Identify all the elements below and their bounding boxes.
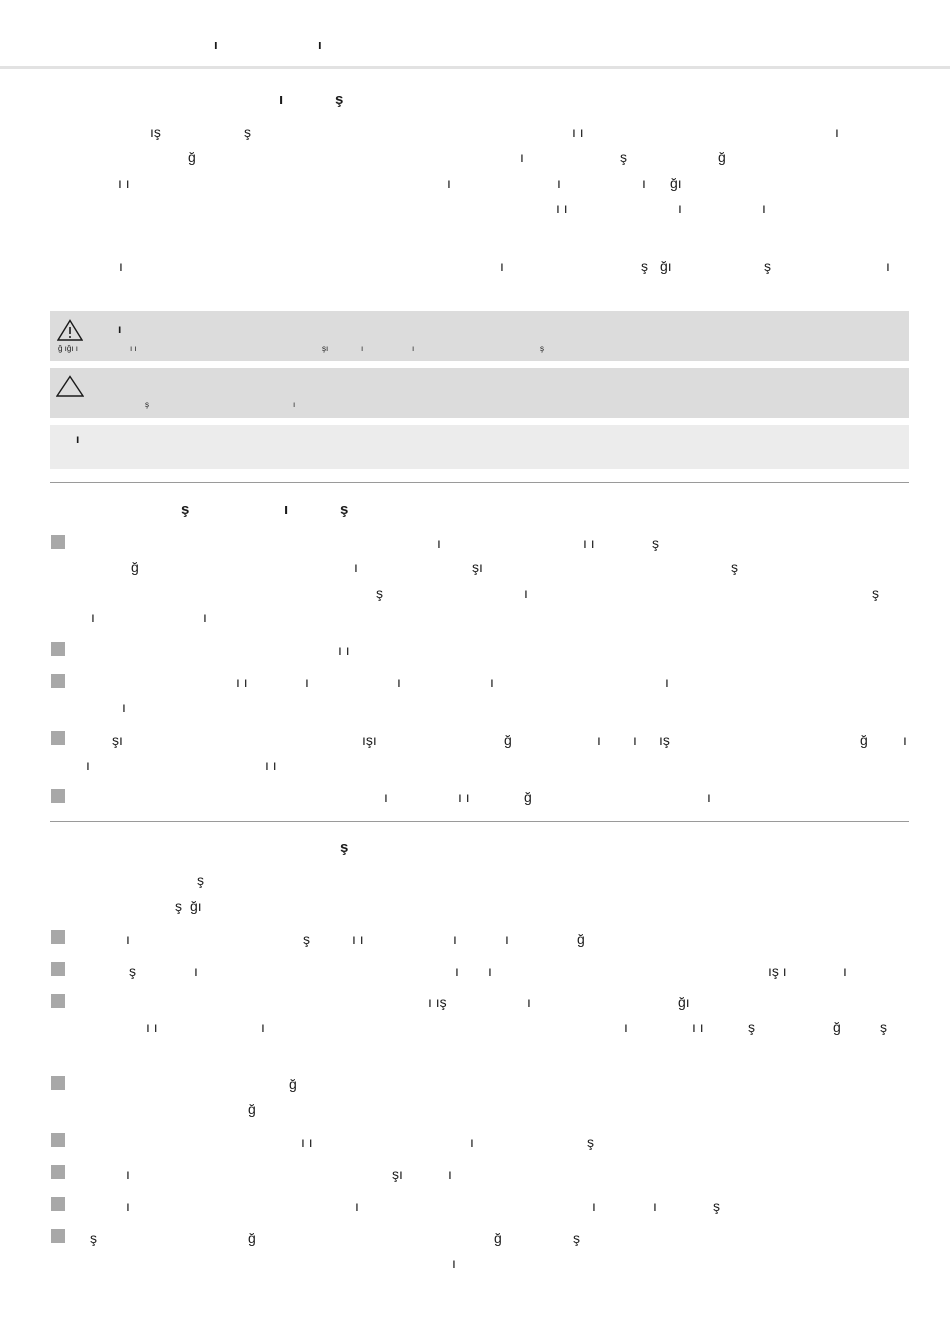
text-fragment: ı <box>633 732 637 748</box>
text-fragment: ğı <box>190 898 202 914</box>
text-fragment: ı <box>455 963 459 979</box>
text-fragment: ı <box>500 258 504 274</box>
bullet-marker <box>51 1076 65 1090</box>
text-fragment: ş <box>197 872 204 888</box>
text-fragment: ı ı <box>692 1019 704 1035</box>
text-fragment: ı ı <box>458 789 470 805</box>
text-fragment: ı <box>452 1255 456 1271</box>
bullet-marker <box>51 1229 65 1243</box>
text-fragment: ğ <box>494 1230 502 1246</box>
text-fragment: ı <box>470 1134 474 1150</box>
text-fragment: ı <box>453 931 457 947</box>
text-fragment: ı <box>354 559 358 575</box>
warning-title: ı <box>118 322 122 336</box>
text-fragment: ğ <box>131 559 139 575</box>
header-divider <box>0 66 950 69</box>
section-2-heading: ı <box>284 501 289 518</box>
text-fragment: ı ı <box>118 175 130 191</box>
text-fragment: ı <box>843 963 847 979</box>
bullet-marker <box>51 731 65 745</box>
text-fragment: ı <box>91 609 95 625</box>
section-1-heading: ı <box>279 91 284 108</box>
text-fragment: ı ı <box>146 1019 158 1035</box>
bullet-marker <box>51 962 65 976</box>
section-1-heading: ş <box>335 91 344 108</box>
bullet-marker <box>51 994 65 1008</box>
text-fragment: ı <box>361 344 364 353</box>
text-fragment: ğ <box>524 789 532 805</box>
text-fragment: ı <box>653 1198 657 1214</box>
text-fragment: ı <box>293 400 296 409</box>
text-fragment: ğ <box>577 931 585 947</box>
text-fragment: ğ ığı ı <box>58 344 79 353</box>
section-2-heading: ş <box>181 501 190 518</box>
text-fragment: ı <box>557 175 561 191</box>
text-fragment: ş <box>145 400 149 409</box>
text-fragment: ğı <box>660 258 672 274</box>
section-divider <box>50 482 909 483</box>
text-fragment: ışı <box>362 732 377 748</box>
text-fragment: ı <box>122 699 126 715</box>
text-fragment: ş <box>90 1230 97 1246</box>
text-fragment: ı <box>126 1166 130 1182</box>
text-fragment: ı <box>126 931 130 947</box>
text-fragment: ı <box>592 1198 596 1214</box>
text-fragment: ş <box>175 898 182 914</box>
text-fragment: ı ı <box>130 344 137 353</box>
text-fragment: ı <box>527 994 531 1010</box>
warning-icon <box>57 319 83 341</box>
note-notice <box>50 425 909 469</box>
text-fragment: ş <box>880 1019 887 1035</box>
text-fragment: ş <box>129 963 136 979</box>
caution-icon <box>56 375 84 397</box>
text-fragment: ı <box>86 757 90 773</box>
text-fragment: ş <box>641 258 648 274</box>
text-fragment: ğ <box>248 1230 256 1246</box>
text-fragment: ş <box>376 585 383 601</box>
text-fragment: ı ı <box>265 757 277 773</box>
header-fragment: ı <box>318 37 322 52</box>
text-fragment: ı <box>903 732 907 748</box>
text-fragment: ı <box>261 1019 265 1035</box>
text-fragment: ı <box>520 149 524 165</box>
header-fragment: ı <box>214 37 218 52</box>
text-fragment: ış <box>150 124 161 140</box>
bullet-marker <box>51 1165 65 1179</box>
text-fragment: ı <box>126 1198 130 1214</box>
text-fragment: ş <box>303 931 310 947</box>
text-fragment: ı <box>384 789 388 805</box>
text-fragment: ı <box>886 258 890 274</box>
text-fragment: ı <box>524 585 528 601</box>
text-fragment: ş <box>620 149 627 165</box>
section-divider <box>50 821 909 822</box>
warning-notice <box>50 311 909 361</box>
text-fragment: ı <box>412 344 415 353</box>
text-fragment: ğ <box>188 149 196 165</box>
text-fragment: şı <box>472 559 483 575</box>
text-fragment: ı <box>505 931 509 947</box>
text-fragment: ış ı <box>768 963 787 979</box>
text-fragment: ı <box>355 1198 359 1214</box>
text-fragment: ı <box>488 963 492 979</box>
bullet-marker <box>51 674 65 688</box>
text-fragment: ğ <box>504 732 512 748</box>
bullet-marker <box>51 1197 65 1211</box>
bullet-marker <box>51 535 65 549</box>
text-fragment: ğı <box>678 994 690 1010</box>
bullet-marker <box>51 930 65 944</box>
text-fragment: ş <box>587 1134 594 1150</box>
text-fragment: ı <box>448 1166 452 1182</box>
text-fragment: ş <box>713 1198 720 1214</box>
text-fragment: ş <box>540 344 544 353</box>
text-fragment: ş <box>872 585 879 601</box>
text-fragment: ı <box>624 1019 628 1035</box>
text-fragment: ı ı <box>572 124 584 140</box>
text-fragment: ı <box>762 200 766 216</box>
text-fragment: ı <box>203 609 207 625</box>
text-fragment: ı <box>119 258 123 274</box>
text-fragment: ğ <box>289 1076 297 1092</box>
text-fragment: ı <box>194 963 198 979</box>
text-fragment: ı <box>397 674 401 690</box>
text-fragment: ış <box>659 732 670 748</box>
text-fragment: ı <box>490 674 494 690</box>
section-3-heading: ş <box>340 839 349 856</box>
bullet-marker <box>51 789 65 803</box>
text-fragment: ı <box>597 732 601 748</box>
caution-notice <box>50 368 909 418</box>
text-fragment: ı ı <box>556 200 568 216</box>
text-fragment: ı ı <box>583 535 595 551</box>
section-2-heading: ş <box>340 501 349 518</box>
text-fragment: ğ <box>833 1019 841 1035</box>
bullet-marker <box>51 642 65 656</box>
text-fragment: ı ı <box>236 674 248 690</box>
text-fragment: ı <box>665 674 669 690</box>
text-fragment: ş <box>573 1230 580 1246</box>
text-fragment: ı <box>305 674 309 690</box>
text-fragment: ğ <box>860 732 868 748</box>
text-fragment: ş <box>652 535 659 551</box>
text-fragment: ş <box>731 559 738 575</box>
text-fragment: ı <box>447 175 451 191</box>
text-fragment: ı ış <box>428 994 447 1010</box>
text-fragment: ı <box>678 200 682 216</box>
text-fragment: ı ı <box>301 1134 313 1150</box>
text-fragment: şı <box>392 1166 403 1182</box>
text-fragment: ş <box>748 1019 755 1035</box>
text-fragment: ı ı <box>338 642 350 658</box>
text-fragment: ı <box>707 789 711 805</box>
text-fragment: şı <box>322 344 329 353</box>
text-fragment: ğı <box>670 175 682 191</box>
text-fragment: ş <box>244 124 251 140</box>
text-fragment: ğ <box>248 1101 256 1117</box>
note-title: ı <box>76 432 80 446</box>
bullet-marker <box>51 1133 65 1147</box>
text-fragment: ş <box>764 258 771 274</box>
text-fragment: ğ <box>718 149 726 165</box>
text-fragment: ı <box>642 175 646 191</box>
text-fragment: ı <box>835 124 839 140</box>
text-fragment: ı <box>437 535 441 551</box>
text-fragment: şı <box>112 732 123 748</box>
text-fragment: ı ı <box>352 931 364 947</box>
